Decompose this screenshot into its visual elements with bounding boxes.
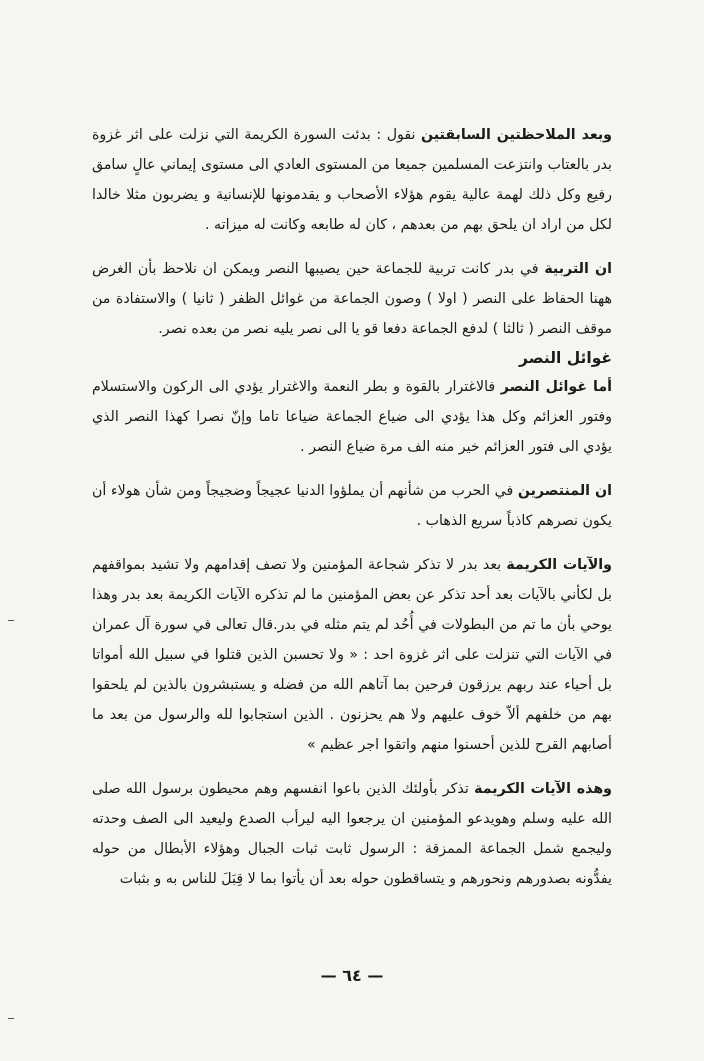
paragraph — [92, 254, 612, 344]
paragraph — [92, 120, 612, 240]
paragraph — [92, 774, 612, 894]
body-text — [92, 120, 612, 894]
paragraph — [92, 550, 612, 760]
paragraph-text: في بدر كانت تربية للجماعة حين يصيبها النصر ويمكن ان نلاحظ بأن الغرض ههنا الحفاظ على النصر ( اولا ) وصون الجماعة من غوائل الظفر ( ثانيا ) والاستفادة من موقف النصر ( ثالثا ) لدفع الجماعة دفعا قو يا الى نصر يليه نصر من بعده نصر. — [92, 261, 612, 337]
section-heading: غوائل النصر — [518, 349, 612, 367]
paragraph — [92, 476, 612, 536]
paragraph-lead: ان المنتصرين — [517, 483, 612, 499]
paragraph-lead: والآيات الكريمة — [506, 557, 612, 573]
page-number: — ٦٤ — — [320, 966, 384, 985]
paragraph-text: تذكر بأولئك الذين باعوا انفسهم وهم محيطون برسول الله صلى الله عليه وسلم وهويدعو المؤمنين ان يرجعوا اليه ليرأب الصدع وليعيد الى الصف وحدته وليجمع شمل الجماعة الممزقة : الرسول ثابت ثبات الجبال وهؤلاء الأبطال من حوله يفدُّونه بصدورهم ونحورهم و يتساقطون حوله بعد أن يأتوا بما لا قِبَلَ للناس به و بثبات — [92, 781, 612, 887]
paragraph — [92, 372, 612, 462]
paragraph-lead: أما غوائل النصر — [500, 379, 612, 395]
paragraph-lead: وبعد الملاحظتين السابقتين — [421, 127, 612, 143]
paragraph-text: بعد بدر لا تذكر شجاعة المؤمنين ولا تصف إقدامهم ولا تشيد بمواقفهم بل لكأني بالآيات بعد أحد تذكر عن بعض المؤمنين ما لم تذكره الآيات الكريمة بعد بدر وهذا يوحي بأن ما تم من البطولات في أُحُد لم يتم مثله في بدر.قال تعالى في سورة آل عمران في الآيات التي تنزلت على اثر غزوة احد : « ولا تحسبن الذين قتلوا في سبيل الله أمواتا بل أحياء عند ربهم يرزقون فرحين بما آتاهم الله من فضله و يستبشرون بالذين لم يلحقوا بهم من خلفهم ألاّ خوف عليهم ولا هم يحزنون . الذين استجابوا لله والرسول من بعد ما أصابهم القرح للذين أحسنوا منهم واتقوا اجر عظيم » — [92, 557, 612, 753]
paragraph-text: في الحرب من شأنهم أن يملؤوا الدنيا عجيجاً وضجيجاً ومن شأن هولاء أن يكون نصرهم كاذباً سريع الذهاب . — [92, 483, 612, 529]
margin-mark — [8, 1018, 14, 1019]
paragraph-text: فالاغترار بالقوة و بطر النعمة والاغترار يؤدي الى الركون والاستسلام وفتور العزائم وكل هذا يؤدي الى ضياع الجماعة ضياعا تاما وإنّ نصرا كهذا النصر الذي يؤدي الى فتور العزائم خير منه الف مرة ضياع النصر . — [92, 379, 612, 455]
paragraph-lead: ان التربية — [544, 261, 612, 277]
margin-mark — [8, 620, 14, 621]
paragraph-text: نقول : بدئت السورة الكريمة التي نزلت على اثر غزوة بدر بالعتاب وانتزعت المسلمين جميعا من المستوى العادي الى مستوى إيماني عالٍ سامق رفيع وكل ذلك لهمة عالية يقوم هؤلاء الأصحاب و يقدمونها للإنسانية و يضربون مثلا خالدا لكل من اراد ان يلحق بهم من بعدهم ، كان له طابعه وكانت له ميزاته . — [92, 127, 612, 233]
paragraph-lead: وهذه الآيات الكريمة — [474, 781, 613, 797]
